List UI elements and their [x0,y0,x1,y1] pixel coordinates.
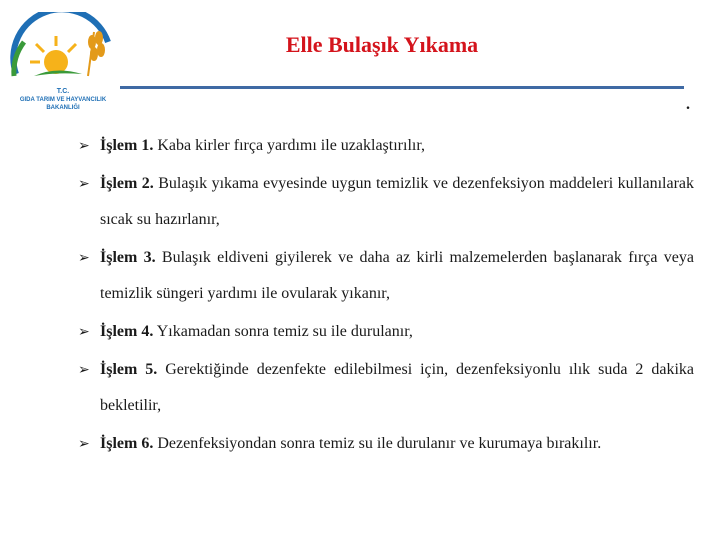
arrow-bullet-icon: ➢ [78,362,90,378]
arrow-bullet-icon: ➢ [78,138,90,154]
arrow-bullet-icon: ➢ [78,176,90,192]
step-label: İşlem 2. [100,175,154,192]
list-item [78,314,694,350]
step-text: Kaba kirler fırça yardımı ile uzaklaştırılır, [157,137,426,154]
arrow-bullet-icon: ➢ [78,324,90,340]
step-label: İşlem 1. [100,137,154,154]
step-label: İşlem 6. [100,435,154,452]
corner-marker: . [686,96,690,113]
list-item [78,240,694,312]
step-text: Yıkamadan sonra temiz su ile durulanır, [156,323,413,340]
list-item [78,166,694,238]
ministry-logo [4,12,122,111]
list-item [78,352,694,424]
step-text: Bulaşık eldiveni giyilerek ve daha az kirli malzemelerden başlanarak fırça veya temizlik süngeri yardımı ile ovularak yıkanır, [100,249,694,302]
page-title: Elle Bulaşık Yıkama [285,32,479,57]
step-label: İşlem 3. [100,249,156,266]
arrow-bullet-icon: ➢ [78,436,90,452]
list-item [78,128,694,164]
step-list [78,128,694,464]
step-label: İşlem 4. [100,323,154,340]
step-label: İşlem 5. [100,361,158,378]
arrow-bullet-icon: ➢ [78,250,90,266]
logo-line-3: BAKANLIĞI [46,105,80,111]
sun-wheat-logo-icon [4,12,122,82]
title-divider [120,86,684,89]
logo-line-1: T.C. [56,88,70,95]
step-text: Bulaşık yıkama evyesinde uygun temizlik ve dezenfeksiyon maddeleri kullanılarak sıcak su hazırlanır, [100,175,695,228]
logo-text [8,88,118,112]
step-text: Dezenfeksiyondan sonra temiz su ile durulanır ve kurumaya bırakılır. [157,435,602,452]
step-text: Gerektiğinde dezenfekte edilebilmesi için, dezenfeksiyonlu ılık suda 2 dakika bekletilir, [100,361,694,414]
list-item [78,426,694,462]
logo-line-2: GIDA TARIM VE HAYVANCILIK [19,97,107,103]
